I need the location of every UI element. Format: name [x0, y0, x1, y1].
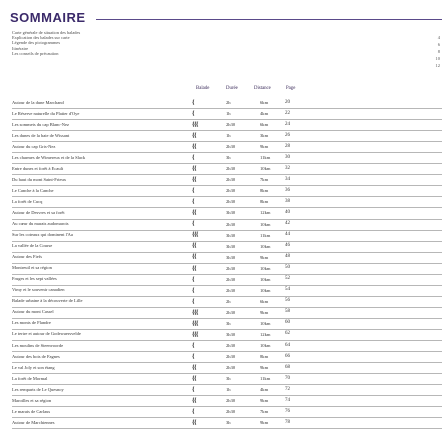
intro-page: 6 — [437, 42, 440, 47]
difficulty-marks: {{{ — [192, 319, 198, 327]
page-header — [6, 10, 444, 26]
toc-row-distance: 6km — [260, 122, 269, 128]
toc-row-name: Le marais de Carlaus — [12, 408, 51, 414]
toc-row-page: 72 — [285, 386, 290, 392]
toc-row-name: Balade urbaine à la découverte de Lille — [12, 298, 83, 304]
toc-row-name: Les moulins de Steenvoorde — [12, 342, 64, 348]
toc-row-duration: 2h — [226, 100, 231, 105]
toc-row-duration: 2h30 — [226, 144, 236, 150]
toc-row-name: Vimy et le souvenir canadien — [12, 287, 65, 293]
toc-row-duration: 3h30 — [226, 232, 236, 238]
toc-row-name: Autour des Fiefs — [12, 254, 42, 260]
toc-row-name: Maroilles et sa région — [12, 397, 52, 403]
toc-row-page: 34 — [285, 176, 290, 182]
difficulty-marks: { — [192, 386, 194, 394]
toc-row-distance: 10km — [260, 265, 271, 271]
toc-row-distance: 4km — [260, 111, 269, 117]
toc-row-distance: 10km — [260, 166, 271, 172]
toc-row[interactable] — [12, 418, 442, 429]
toc-row-page: 32 — [285, 165, 290, 171]
toc-row-duration: 2h30 — [226, 309, 236, 315]
toc-row-name: Le Canche à la Canche — [12, 187, 54, 193]
toc-row[interactable] — [12, 352, 442, 363]
difficulty-marks: {{{ — [192, 231, 198, 239]
toc-row[interactable] — [12, 109, 442, 120]
toc-row-distance: 11km — [260, 232, 271, 238]
toc-row-page: 22 — [285, 110, 290, 116]
toc-row[interactable] — [12, 374, 442, 385]
toc-row-distance: 11km — [260, 155, 271, 161]
toc-row-page: 24 — [285, 121, 290, 127]
toc-row-page: 54 — [285, 287, 290, 293]
toc-row-duration: 2h30 — [226, 354, 236, 360]
toc-row-duration: 3h — [226, 155, 231, 161]
toc-row[interactable] — [12, 131, 442, 142]
toc-row[interactable] — [12, 242, 442, 253]
toc-row-distance: 4km — [260, 387, 269, 393]
difficulty-marks: {{ — [192, 253, 196, 261]
toc-row-distance: 12km — [260, 210, 271, 216]
toc-row-distance: 6km — [260, 100, 269, 105]
toc-row-distance: 9km — [260, 254, 269, 260]
difficulty-marks: {{{ — [192, 308, 198, 316]
toc-row-page: 50 — [285, 265, 290, 271]
toc-row-distance: 10km — [260, 243, 271, 249]
toc-row-name: La vallée de la Course — [12, 243, 53, 249]
column-header-dist: Distance — [254, 86, 271, 91]
toc-row-duration: 2h30 — [226, 365, 236, 371]
toc-row-page: 20 — [285, 99, 290, 105]
toc-row-distance: 12km — [260, 331, 271, 337]
toc-row-page: 40 — [285, 209, 290, 215]
toc-row-page: 66 — [285, 353, 290, 359]
toc-row-page: 30 — [285, 154, 290, 160]
difficulty-marks: {{ — [192, 142, 196, 150]
toc-row-name: Autour de Marchiennes — [12, 419, 55, 425]
toc-row-name: Le Réserve naturelle du Platier d'Oye — [12, 110, 80, 116]
difficulty-marks: {{ — [192, 165, 196, 173]
toc-row[interactable] — [12, 341, 442, 352]
toc-row-distance: 9km — [260, 309, 269, 315]
toc-row-name: Sur les coteaux qui dominent l'Aa — [12, 232, 73, 238]
toc-row-name: Le val Joly et son étang — [12, 364, 55, 370]
toc-row-name: Les dunes de la baie de Wissant — [12, 132, 70, 138]
intro-line: Explication des balades sur carte — [12, 35, 70, 41]
difficulty-marks: { — [192, 408, 194, 416]
toc-row-distance: 8km — [260, 354, 269, 360]
difficulty-marks: { — [192, 341, 194, 349]
toc-row-duration: 2h30 — [226, 199, 236, 205]
toc-row-page: 64 — [285, 342, 290, 348]
intro-line: Les conseils de précaution — [12, 50, 59, 56]
toc-row-page: 48 — [285, 254, 290, 260]
toc-row-distance: 10km — [260, 287, 271, 293]
toc-row[interactable] — [12, 253, 442, 264]
difficulty-marks: {{ — [192, 397, 196, 405]
toc-row-name: Le tertre et autour de Godewaersvelde — [12, 331, 81, 337]
toc-row[interactable] — [12, 164, 442, 175]
toc-row-duration: 2h30 — [226, 166, 236, 172]
difficulty-marks: { — [192, 275, 194, 283]
toc-row-name: Entre dunes et forêt à Ecault — [12, 165, 64, 171]
difficulty-marks: { — [192, 352, 194, 360]
toc-row-name: La forêt de Cucq — [12, 198, 43, 204]
difficulty-marks: {{{ — [192, 330, 198, 338]
toc-row-name: Les charmes de Wimereux et de la Slack — [12, 154, 86, 160]
toc-row-name: Montreuil et sa région — [12, 265, 52, 271]
toc-row[interactable] — [12, 330, 442, 341]
toc-row[interactable] — [12, 98, 442, 109]
toc-row-duration: 3h30 — [226, 210, 236, 216]
toc-row-duration: 2h30 — [226, 265, 236, 271]
difficulty-marks: {{ — [192, 176, 196, 184]
toc-row-duration: 3h30 — [226, 254, 236, 260]
toc-row[interactable] — [12, 319, 442, 330]
toc-row[interactable] — [12, 142, 442, 153]
difficulty-marks: {{ — [192, 363, 196, 371]
toc-row-page: 78 — [285, 419, 290, 425]
toc-row[interactable] — [12, 120, 442, 131]
toc-row-duration: 2h30 — [226, 409, 236, 415]
toc-row[interactable] — [12, 197, 442, 208]
toc-row-distance: 10km — [260, 320, 271, 326]
toc-row-name: Du haut du mont Saint-Frieux — [12, 176, 66, 182]
toc-row[interactable] — [12, 264, 442, 275]
toc-row-distance: 9km — [260, 398, 269, 404]
toc-row-name: Autour du mont Cassel — [12, 309, 54, 315]
toc-row-name: Les monts de Flandre — [12, 320, 51, 326]
toc-table — [12, 98, 442, 429]
toc-row-page: 26 — [285, 132, 290, 138]
toc-row-page: 56 — [285, 298, 290, 304]
toc-row-distance: 9km — [260, 420, 269, 426]
difficulty-marks: { — [192, 297, 194, 305]
toc-row[interactable] — [12, 297, 442, 308]
toc-row-page: 68 — [285, 364, 290, 370]
intro-line: Carte générale de situation des balades — [12, 30, 81, 35]
toc-row-name: Autour des bois de Fagnes — [12, 353, 60, 359]
toc-row-name: Autour de la dune Marchand — [12, 99, 64, 105]
toc-row-duration: 2h30 — [226, 177, 236, 183]
toc-row-distance: 9km — [260, 365, 269, 371]
toc-row-page: 46 — [285, 243, 290, 249]
column-header-page: Page — [286, 86, 296, 91]
toc-row-duration: 2h30 — [226, 122, 236, 128]
toc-row[interactable] — [12, 286, 442, 297]
intro-page: 12 — [435, 63, 440, 68]
toc-row-distance: 7km — [260, 177, 269, 183]
difficulty-marks: {{ — [192, 242, 196, 250]
toc-row-page: 58 — [285, 309, 290, 315]
difficulty-marks: {{ — [192, 264, 196, 272]
toc-row-page: 70 — [285, 375, 290, 381]
toc-row-page: 76 — [285, 408, 290, 414]
toc-row[interactable] — [12, 275, 442, 286]
toc-row-distance: 6km — [260, 298, 269, 304]
toc-row-duration: 3h30 — [226, 331, 236, 337]
toc-row-duration: 2h30 — [226, 188, 236, 194]
toc-row-duration: 3h — [226, 320, 231, 326]
toc-row-duration: 2h — [226, 298, 231, 304]
difficulty-marks: { — [192, 198, 194, 206]
intro-line: Légende des pictogrammes — [12, 40, 61, 46]
toc-row[interactable] — [12, 220, 442, 231]
toc-row[interactable] — [12, 186, 442, 197]
title-rule — [96, 19, 442, 20]
toc-row-page: 28 — [285, 143, 290, 149]
column-header-time: Durée — [226, 86, 238, 91]
difficulty-marks: {{ — [192, 374, 196, 382]
toc-row[interactable] — [12, 208, 442, 219]
toc-row-duration: 2h30 — [226, 287, 236, 293]
toc-row-duration: 3h — [226, 420, 231, 426]
difficulty-marks: {{{ — [192, 120, 198, 128]
toc-row-name: Au cœur du marais audomarois — [12, 221, 69, 227]
toc-row-page: 60 — [285, 320, 290, 326]
difficulty-marks: { — [192, 220, 194, 228]
toc-row-distance: 10km — [260, 343, 271, 349]
toc-row-distance: 10km — [260, 276, 271, 282]
toc-row-page: 36 — [285, 187, 290, 193]
toc-row-distance: 7km — [260, 409, 269, 415]
toc-row-name: Autour du cap Gris-Nez — [12, 143, 56, 149]
toc-row[interactable] — [12, 396, 442, 407]
difficulty-marks: { — [192, 109, 194, 117]
toc-row-page: 42 — [285, 221, 290, 227]
toc-row-duration: 3h — [226, 376, 231, 382]
toc-row[interactable] — [12, 308, 442, 319]
toc-row-duration: 2h30 — [226, 343, 236, 349]
intro-page: 4 — [437, 35, 440, 40]
toc-row-page: 74 — [285, 397, 290, 403]
toc-row-name: Les remparts de Le Quesnoy — [12, 386, 64, 392]
toc-row-distance: 11km — [260, 376, 271, 382]
page-title: SOMMAIRE — [10, 10, 86, 25]
difficulty-marks: { — [192, 154, 194, 162]
toc-row-page: 52 — [285, 276, 290, 282]
intro-page: 8 — [437, 49, 440, 54]
difficulty-marks: {{ — [192, 131, 196, 139]
toc-row[interactable] — [12, 407, 442, 418]
toc-row-distance: 8km — [260, 188, 269, 194]
difficulty-marks: { — [192, 187, 194, 195]
toc-row-distance: 8km — [260, 199, 269, 205]
toc-row-duration: 1h — [226, 133, 231, 139]
toc-row[interactable] — [12, 153, 442, 164]
intro-page-markers — [420, 34, 440, 69]
intro-line: Itinéraire — [12, 45, 29, 51]
toc-row-duration: 2h30 — [226, 221, 236, 227]
toc-row-name: Fruges et les sept vallées — [12, 276, 57, 282]
difficulty-marks: { — [192, 286, 194, 294]
toc-row[interactable] — [12, 363, 442, 374]
difficulty-marks: {{ — [192, 209, 196, 217]
toc-row[interactable] — [12, 175, 442, 186]
toc-row[interactable] — [12, 231, 442, 242]
difficulty-marks: {{ — [192, 419, 196, 427]
toc-row-duration: 3h30 — [226, 243, 236, 249]
toc-row[interactable] — [12, 385, 442, 396]
toc-row-duration: 1h — [226, 387, 231, 393]
toc-row-page: 38 — [285, 198, 290, 204]
toc-row-distance: 10km — [260, 221, 271, 227]
toc-row-duration: 1h — [226, 111, 231, 117]
toc-row-duration: 2h30 — [226, 276, 236, 282]
difficulty-marks: { — [192, 98, 194, 106]
column-header-name: Balade — [196, 86, 210, 91]
intro-page: 10 — [435, 56, 440, 61]
toc-row-name: Autour de Desvres et sa forêt — [12, 209, 65, 215]
toc-row-distance: 3km — [260, 133, 269, 139]
toc-row-name: Les sommets du cap Blanc-Nez — [12, 121, 69, 127]
toc-row-page: 44 — [285, 232, 290, 238]
toc-row-page: 62 — [285, 331, 290, 337]
toc-row-duration: 2h30 — [226, 398, 236, 404]
toc-row-distance: 9km — [260, 144, 269, 150]
intro-list — [12, 30, 162, 56]
toc-row-name: La forêt de Mormal — [12, 375, 48, 381]
column-headers — [196, 86, 436, 95]
